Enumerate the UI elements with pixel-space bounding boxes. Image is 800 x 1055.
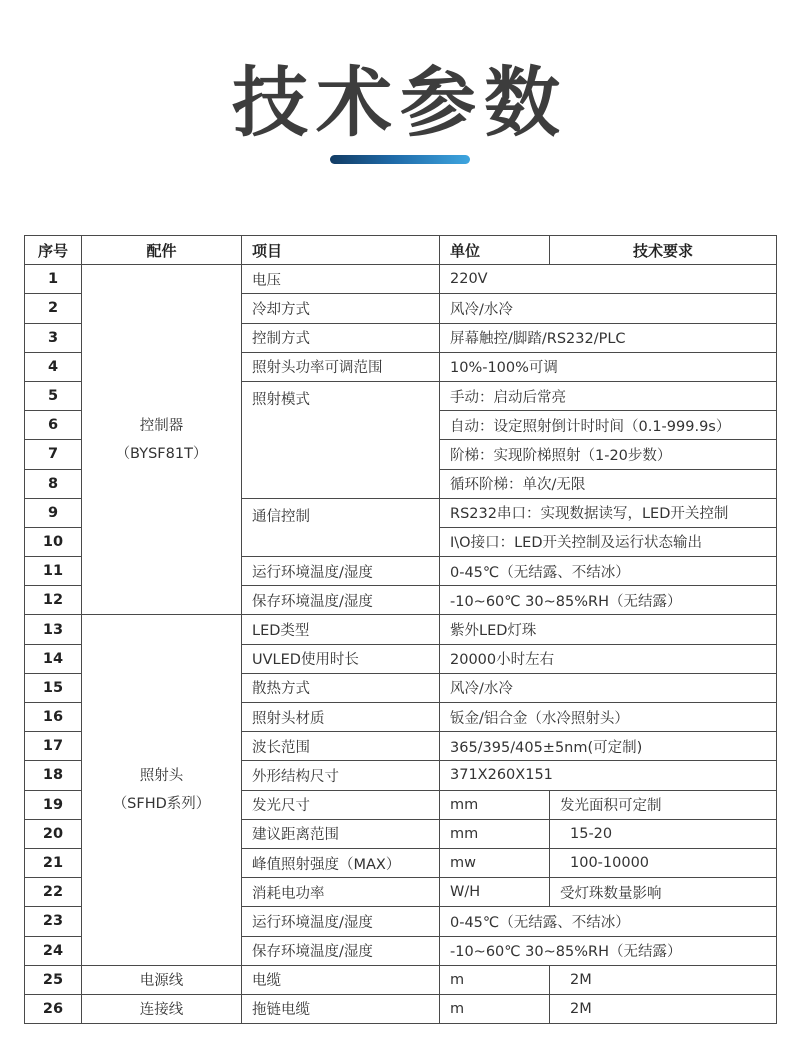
row-item: 电缆 (242, 965, 440, 994)
row-item: 外形结构尺寸 (242, 761, 440, 790)
row-number: 25 (25, 965, 82, 994)
row-value: 365/395/405±5nm(可定制) (440, 732, 777, 761)
row-value: 20000小时左右 (440, 644, 777, 673)
part-controller-name: 控制器 (139, 417, 184, 434)
row-value: 屏幕触控/脚踏/RS232/PLC (440, 323, 777, 352)
table-row (25, 615, 777, 644)
header-requirement: 技术要求 (550, 236, 777, 265)
row-number: 14 (25, 644, 82, 673)
row-number: 2 (25, 294, 82, 323)
row-item: 照射模式 (242, 381, 440, 498)
table-row (25, 965, 777, 994)
row-number: 19 (25, 790, 82, 819)
row-item: LED类型 (242, 615, 440, 644)
row-number: 22 (25, 878, 82, 907)
part-head (82, 615, 242, 965)
row-value: 371X260X151 (440, 761, 777, 790)
row-item: 波长范围 (242, 732, 440, 761)
row-item: 峰值照射强度（MAX） (242, 848, 440, 877)
row-number: 21 (25, 848, 82, 877)
part-head-name: 照射头 (139, 768, 184, 785)
row-number: 7 (25, 440, 82, 469)
row-value: 2M (550, 965, 777, 994)
spec-table (24, 235, 777, 1024)
row-item: 散热方式 (242, 673, 440, 702)
row-item: 拖链电缆 (242, 994, 440, 1023)
row-number: 4 (25, 352, 82, 381)
row-item: 运行环境温度/湿度 (242, 907, 440, 936)
row-number: 15 (25, 673, 82, 702)
row-value: 自动：设定照射倒计时时间（0.1-999.9s） (440, 411, 777, 440)
row-number: 20 (25, 819, 82, 848)
row-value: 2M (550, 994, 777, 1023)
row-number: 17 (25, 732, 82, 761)
row-unit: m (440, 965, 550, 994)
page-title: 技术参数 (232, 58, 568, 147)
row-item: 照射头材质 (242, 703, 440, 732)
row-item: 发光尺寸 (242, 790, 440, 819)
row-number: 26 (25, 994, 82, 1023)
row-value: -10~60℃ 30~85%RH（无结露） (440, 586, 777, 615)
row-value: 0-45℃（无结露、不结冰） (440, 557, 777, 586)
row-item: UVLED使用时长 (242, 644, 440, 673)
title-underline (330, 155, 470, 164)
row-number: 9 (25, 498, 82, 527)
row-number: 11 (25, 557, 82, 586)
row-number: 3 (25, 323, 82, 352)
row-item: 电压 (242, 265, 440, 294)
row-item: 通信控制 (242, 498, 440, 556)
row-item: 控制方式 (242, 323, 440, 352)
part-controller (82, 265, 242, 615)
row-value: 钣金/铝合金（水冷照射头） (440, 703, 777, 732)
row-item: 照射头功率可调范围 (242, 352, 440, 381)
part-head-model: （SFHD系列） (112, 796, 211, 813)
row-unit: m (440, 994, 550, 1023)
row-value: I\O接口：LED开关控制及运行状态输出 (440, 527, 777, 556)
row-value: 手动：启动后常亮 (440, 381, 777, 410)
row-value: 100-10000 (550, 848, 777, 877)
row-value: 受灯珠数量影响 (550, 878, 777, 907)
row-item: 运行环境温度/湿度 (242, 557, 440, 586)
row-unit: mw (440, 848, 550, 877)
row-value: 风冷/水冷 (440, 294, 777, 323)
row-item: 冷却方式 (242, 294, 440, 323)
row-item: 建议距离范围 (242, 819, 440, 848)
row-number: 16 (25, 703, 82, 732)
header-unit: 单位 (440, 236, 550, 265)
header-item: 项目 (242, 236, 440, 265)
header-part: 配件 (82, 236, 242, 265)
row-value: 10%-100%可调 (440, 352, 777, 381)
header-seq: 序号 (25, 236, 82, 265)
row-unit: W/H (440, 878, 550, 907)
row-item: 保存环境温度/湿度 (242, 586, 440, 615)
row-value: 0-45℃（无结露、不结冰） (440, 907, 777, 936)
row-value: 阶梯：实现阶梯照射（1-20步数） (440, 440, 777, 469)
row-number: 18 (25, 761, 82, 790)
row-number: 10 (25, 527, 82, 556)
table-row (25, 994, 777, 1023)
row-number: 6 (25, 411, 82, 440)
row-value: RS232串口：实现数据读写，LED开关控制 (440, 498, 777, 527)
row-item: 保存环境温度/湿度 (242, 936, 440, 965)
row-value: -10~60℃ 30~85%RH（无结露） (440, 936, 777, 965)
row-number: 5 (25, 381, 82, 410)
row-value: 紫外LED灯珠 (440, 615, 777, 644)
row-number: 8 (25, 469, 82, 498)
part-controller-model: （BYSF81T） (115, 445, 208, 462)
part-link-cable: 连接线 (82, 994, 242, 1023)
row-number: 1 (25, 265, 82, 294)
table-header-row (25, 236, 777, 265)
row-number: 13 (25, 615, 82, 644)
row-unit: mm (440, 790, 550, 819)
row-value: 220V (440, 265, 777, 294)
part-power-cable: 电源线 (82, 965, 242, 994)
row-item: 消耗电功率 (242, 878, 440, 907)
row-value: 15-20 (550, 819, 777, 848)
row-value: 循环阶梯：单次/无限 (440, 469, 777, 498)
row-value: 发光面积可定制 (550, 790, 777, 819)
table-row (25, 265, 777, 294)
row-number: 23 (25, 907, 82, 936)
row-value: 风冷/水冷 (440, 673, 777, 702)
row-number: 24 (25, 936, 82, 965)
row-unit: mm (440, 819, 550, 848)
row-number: 12 (25, 586, 82, 615)
